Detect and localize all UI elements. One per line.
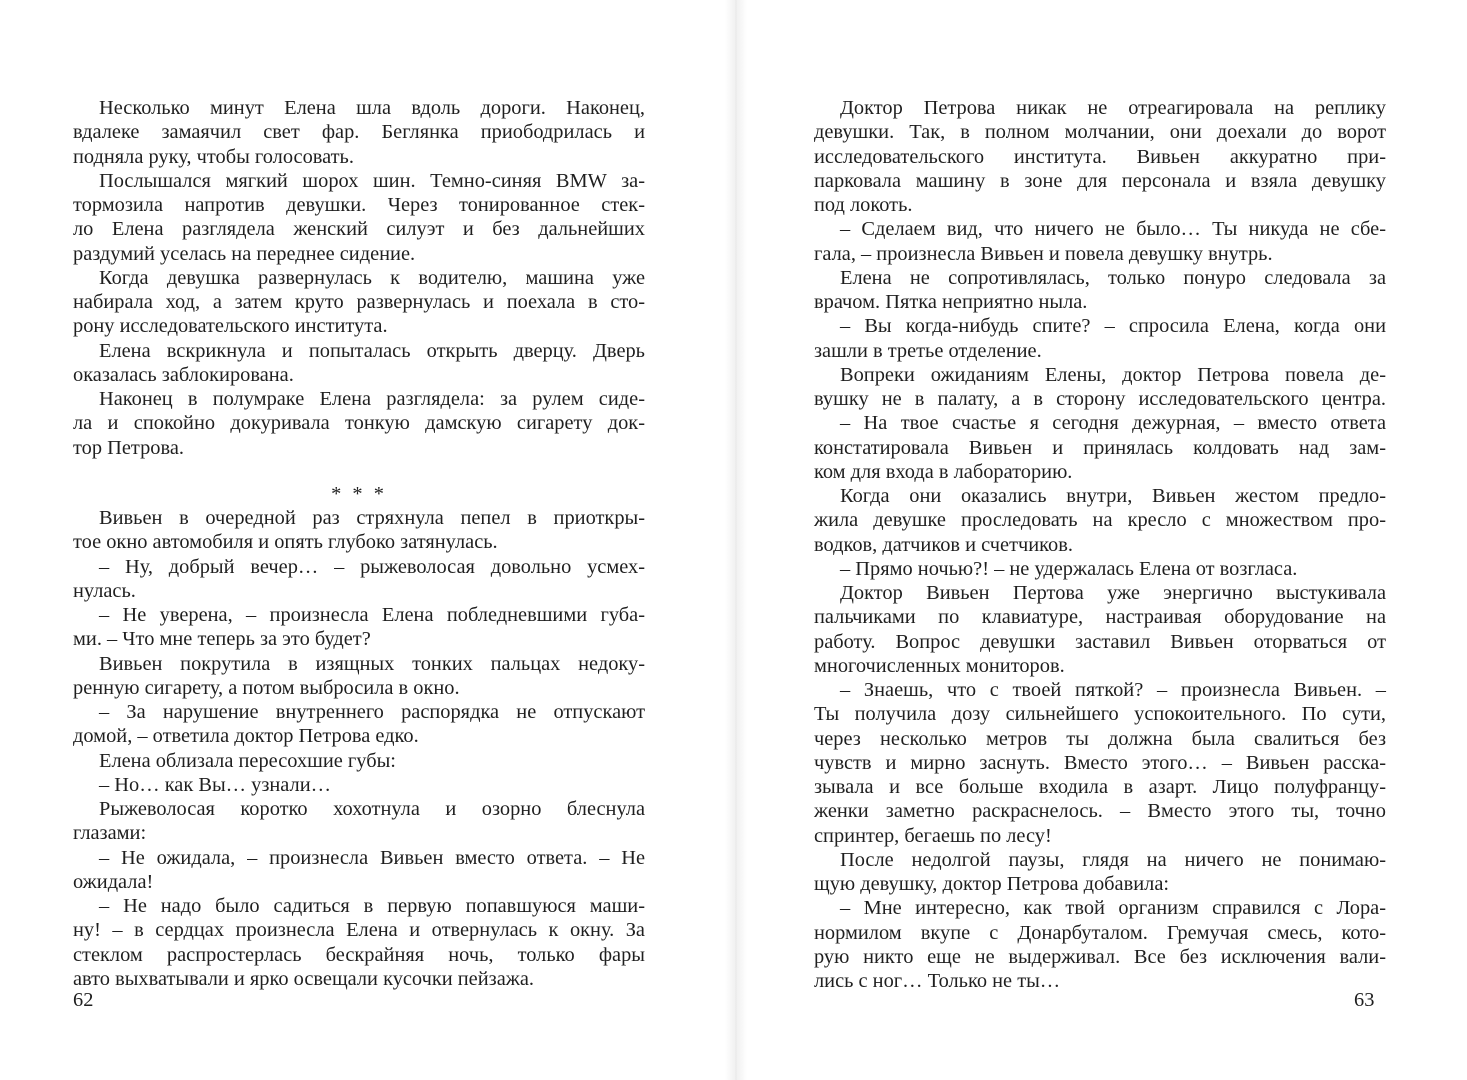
left-page-text: [73, 96, 645, 991]
text-line: ком для входа в лабораторию.: [814, 460, 1073, 483]
text-line: чувств и мирно заснуть. Вместо этого… – Вивьен расска-: [814, 751, 1386, 774]
text-line: пальчиками по клавиатуре, настраивая оборудование на: [814, 606, 1386, 629]
text-line: парковала машину в зоне для персонала и взяла девушку: [814, 169, 1386, 192]
text-line: – Ну, добрый вечер… – рыжеволосая довольно усмех-: [99, 555, 645, 578]
text-line: Доктор Петрова никак не отреагировала на реплику: [840, 97, 1386, 119]
text-line: через несколько метров ты должна была свалиться без: [814, 727, 1386, 750]
section-divider: * * *: [331, 482, 387, 505]
text-line: Несколько минут Елена шла вдоль дороги. Наконец,: [99, 97, 645, 119]
text-line: рону исследовательского института.: [73, 315, 388, 338]
text-line: жила девушке проследовать на кресло с множеством про-: [814, 509, 1386, 532]
text-line: многочисленных мониторов.: [814, 654, 1065, 677]
text-line: ла и спокойно докуривала тонкую дамскую сигарету док-: [73, 412, 645, 435]
text-line: женки заметно раскраснелось. – Вместо этого ты, точно: [814, 800, 1386, 823]
text-line: гала, – произнесла Вивьен и повела девушку внутрь.: [814, 242, 1273, 265]
text-line: – Прямо ночью?! – не удержалась Елена от возгласа.: [840, 557, 1298, 580]
text-line: зашли в третье отделение.: [814, 339, 1042, 362]
text-line: Вивьен в очередной раз стряхнула пепел в приоткры-: [99, 507, 645, 529]
text-line: – За нарушение внутреннего распорядка не отпускают: [99, 701, 645, 723]
text-line: рую никто еще не выдерживал. Все без исключения вали-: [814, 945, 1386, 968]
text-line: После недолгой паузы, глядя на ничего не понимаю-: [840, 848, 1386, 871]
text-line: работу. Вопрос девушки заставил Вивьен оторваться от: [814, 630, 1386, 653]
text-line: девушки. Так, в полном молчании, они доехали до ворот: [814, 121, 1386, 144]
text-line: – Сделаем вид, что ничего не было… Ты никуда не сбе-: [840, 218, 1386, 241]
text-line: – Не надо было садиться в первую попавшуюся маши-: [99, 895, 645, 917]
text-line: – Знаешь, что с твоей пяткой? – произнесла Вивьен. –: [840, 679, 1386, 701]
text-line: лись с ног… Только не ты…: [814, 970, 1061, 992]
book-gutter: [725, 0, 747, 1080]
text-line: Доктор Вивьен Пертова уже энергично выстукивала: [840, 582, 1386, 604]
text-line: вдалеке замаячил свет фар. Беглянка приободрилась и: [73, 121, 645, 144]
text-line: стеклом распростерлась бескрайняя ночь, только фары: [73, 943, 645, 966]
text-line: ми. – Что мне теперь за это будет?: [73, 628, 371, 651]
text-line: тое окно автомобиля и опять глубоко затянулась.: [73, 531, 498, 554]
text-line: исследовательского института. Вивьен аккуратно при-: [814, 145, 1386, 168]
text-line: оказалась заблокирована.: [73, 363, 294, 386]
text-line: глазами:: [73, 822, 147, 845]
text-line: Когда они оказались внутри, Вивьен жестом предло-: [840, 485, 1386, 507]
text-line: домой, – ответила доктор Петрова едко.: [73, 725, 419, 748]
text-line: спринтер, бегаешь по лесу!: [814, 824, 1052, 847]
text-line: Вивьен покрутила в изящных тонких пальцах недоку-: [99, 652, 645, 675]
text-line: – Вы когда-нибудь спите? – спросила Елена, когда они: [840, 315, 1386, 338]
text-line: – Не ожидала, – произнесла Вивьен вместо ответа. – Не: [99, 846, 645, 869]
text-line: ожидала!: [73, 870, 154, 893]
text-line: – Не уверена, – произнесла Елена побледневшими губа-: [99, 604, 645, 626]
text-line: авто выхватывали и ярко освещали кусочки пейзажа.: [73, 967, 534, 990]
text-line: врачом. Пятка неприятно ныла.: [814, 291, 1088, 313]
page-number-left: 62: [73, 989, 94, 1011]
text-line: – На твое счастье я сегодня дежурная, – вместо ответа: [840, 412, 1386, 435]
text-line: нормилом вкупе с Донарбуталом. Гремучая смесь, кото-: [814, 921, 1386, 944]
text-line: тор Петрова.: [73, 436, 184, 459]
text-line: набирала ход, а затем круто развернулась и поехала в сто-: [73, 291, 645, 313]
text-line: щую девушку, доктор Петрова добавила:: [814, 873, 1170, 895]
text-line: зывала и все больше входила в азарт. Лицо полуфранцу-: [814, 776, 1386, 798]
text-line: ну! – в сердцах произнесла Елена и отвернулась к окну. За: [73, 919, 645, 942]
text-line: Ты получила дозу сильнейшего успокоительного. По сути,: [814, 703, 1386, 726]
text-line: – Но… как Вы… узнали…: [99, 773, 332, 796]
text-line: констатировала Вивьен и принялась колдовать над зам-: [814, 436, 1386, 459]
text-line: – Мне интересно, как твой организм справился с Лора-: [840, 897, 1386, 920]
text-line: Вопреки ожиданиям Елены, доктор Петрова повела де-: [840, 363, 1386, 386]
text-line: раздумий уселась на переднее сидение.: [73, 242, 416, 265]
text-line: Послышался мягкий шорох шин. Темно-синяя BMW за-: [99, 169, 645, 192]
text-line: водков, датчиков и счетчиков.: [814, 533, 1073, 556]
text-line: тормозила напротив девушки. Через тонированное стек-: [73, 194, 645, 216]
text-line: нулась.: [73, 579, 136, 602]
text-line: Когда девушка развернулась к водителю, машина уже: [99, 266, 645, 289]
text-line: подняла руку, чтобы голосовать.: [73, 145, 354, 168]
text-line: Елена вскрикнула и попыталась открыть дверцу. Дверь: [99, 339, 645, 362]
text-line: ло Елена разглядела женский силуэт и без дальнейших: [73, 218, 645, 241]
text-line: вушку не в палату, а в сторону исследовательского центра.: [814, 388, 1386, 410]
text-line: ренную сигарету, а потом выбросила в окно.: [73, 676, 460, 699]
right-page-text: [814, 96, 1386, 993]
text-line: Наконец в полумраке Елена разглядела: за рулем сиде-: [99, 388, 645, 410]
text-line: под локоть.: [814, 194, 913, 216]
section-gap: [73, 460, 645, 482]
text-line: Елена облизала пересохшие губы:: [99, 749, 396, 772]
text-line: Рыжеволосая коротко хохотнула и озорно блеснула: [99, 798, 645, 820]
page-number-right: 63: [1354, 989, 1375, 1011]
text-line: Елена не сопротивлялась, только понуро следовала за: [840, 266, 1386, 289]
